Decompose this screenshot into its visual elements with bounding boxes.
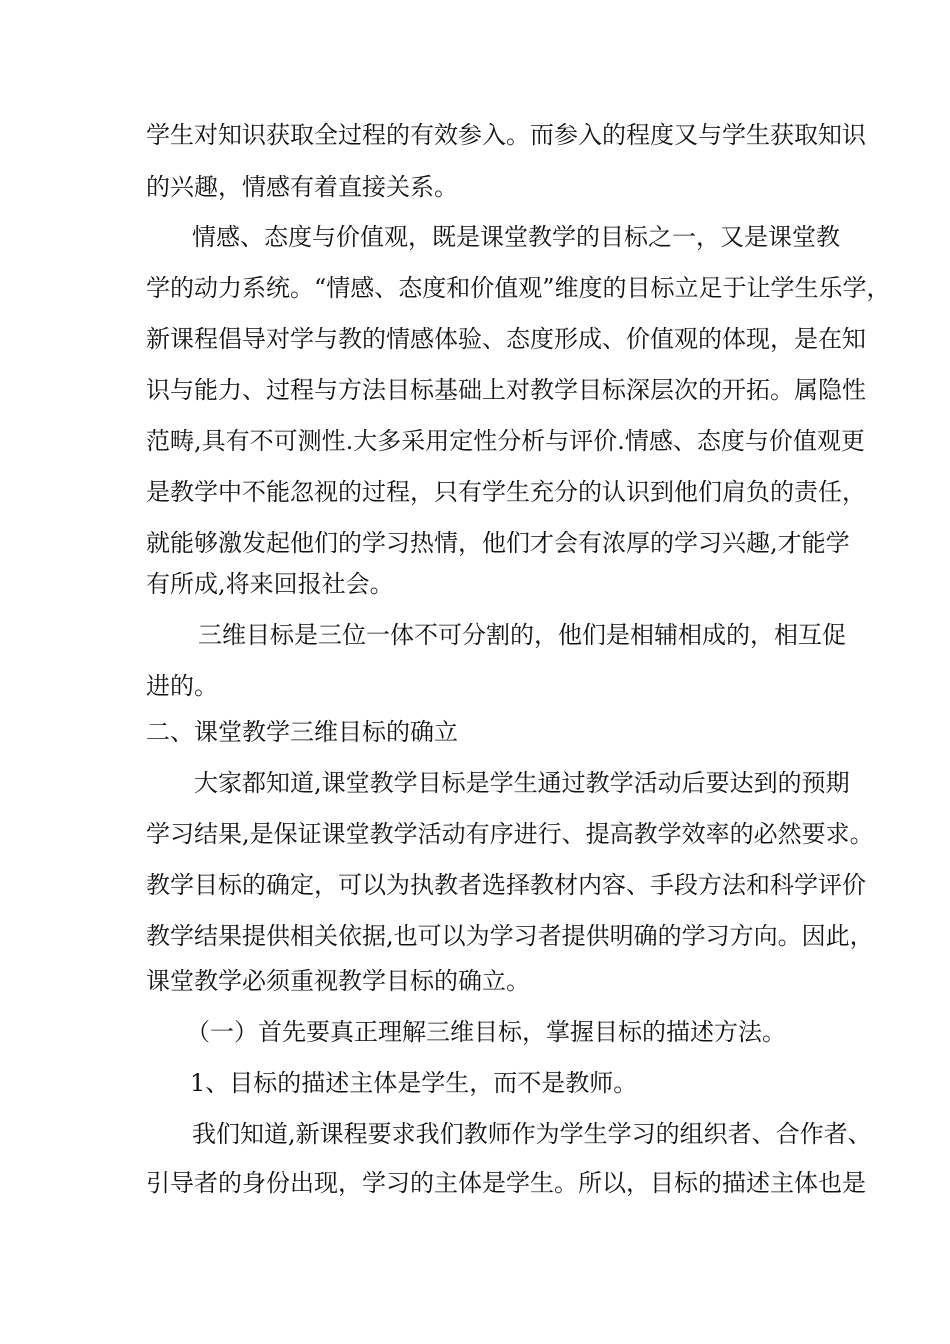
text-line: 范畴,具有不可测性.大多采用定性分析与评价.情感、态度与价值观更	[146, 427, 865, 455]
text-line: 三维目标是三位一体不可分割的，他们是相辅相成的，相互促	[198, 621, 846, 649]
text-line: 的兴趣，情感有着直接关系。	[146, 173, 458, 201]
text-line: 新课程倡导对学与教的情感体验、态度形成、价值观的体现，是在知	[146, 325, 866, 353]
text-line: 学生对知识获取全过程的有效参入。而参入的程度又与学生获取知识	[146, 121, 866, 149]
text-line: 就能够激发起他们的学习热情，他们才会有浓厚的学习兴趣,才能学	[146, 529, 850, 557]
text-line: 学的动力系统。“情感、态度和价值观”维度的目标立足于让学生乐学，	[146, 274, 891, 302]
text-line: 情感、态度与价值观，既是课堂教学的目标之一，又是课堂教	[192, 223, 840, 251]
text-line: 大家都知道,课堂教学目标是学生通过教学活动后要达到的预期	[194, 769, 850, 797]
text-line: 引导者的身份出现，学习的主体是学生。所以，目标的描述主体也是	[146, 1169, 866, 1197]
subsection-item: 1、目标的描述主体是学生，而不是教师。	[190, 1069, 638, 1097]
text-line: 识与能力、过程与方法目标基础上对教学目标深层次的开拓。属隐性	[146, 376, 866, 404]
text-line: 进的。	[146, 672, 218, 700]
subsection-heading: （一）首先要真正理解三维目标，掌握目标的描述方法。	[186, 1018, 786, 1046]
text-line: 是教学中不能忽视的过程，只有学生充分的认识到他们肩负的责任，	[146, 478, 866, 506]
text-line: 教学结果提供相关依据,也可以为学习者提供明确的学习方向。因此，	[146, 922, 874, 950]
text-line: 有所成,将来回报社会。	[146, 570, 394, 598]
text-line: 我们知道,新课程要求我们教师作为学生学习的组织者、合作者、	[192, 1120, 872, 1148]
text-line: 学习结果,是保证课堂教学活动有序进行、提高教学效率的必然要求。	[146, 820, 874, 848]
section-heading: 二、课堂教学三维目标的确立	[146, 718, 458, 746]
text-line: 教学目标的确定，可以为执教者选择教材内容、手段方法和科学评价	[146, 871, 866, 899]
text-line: 课堂教学必须重视教学目标的确立。	[146, 967, 530, 995]
